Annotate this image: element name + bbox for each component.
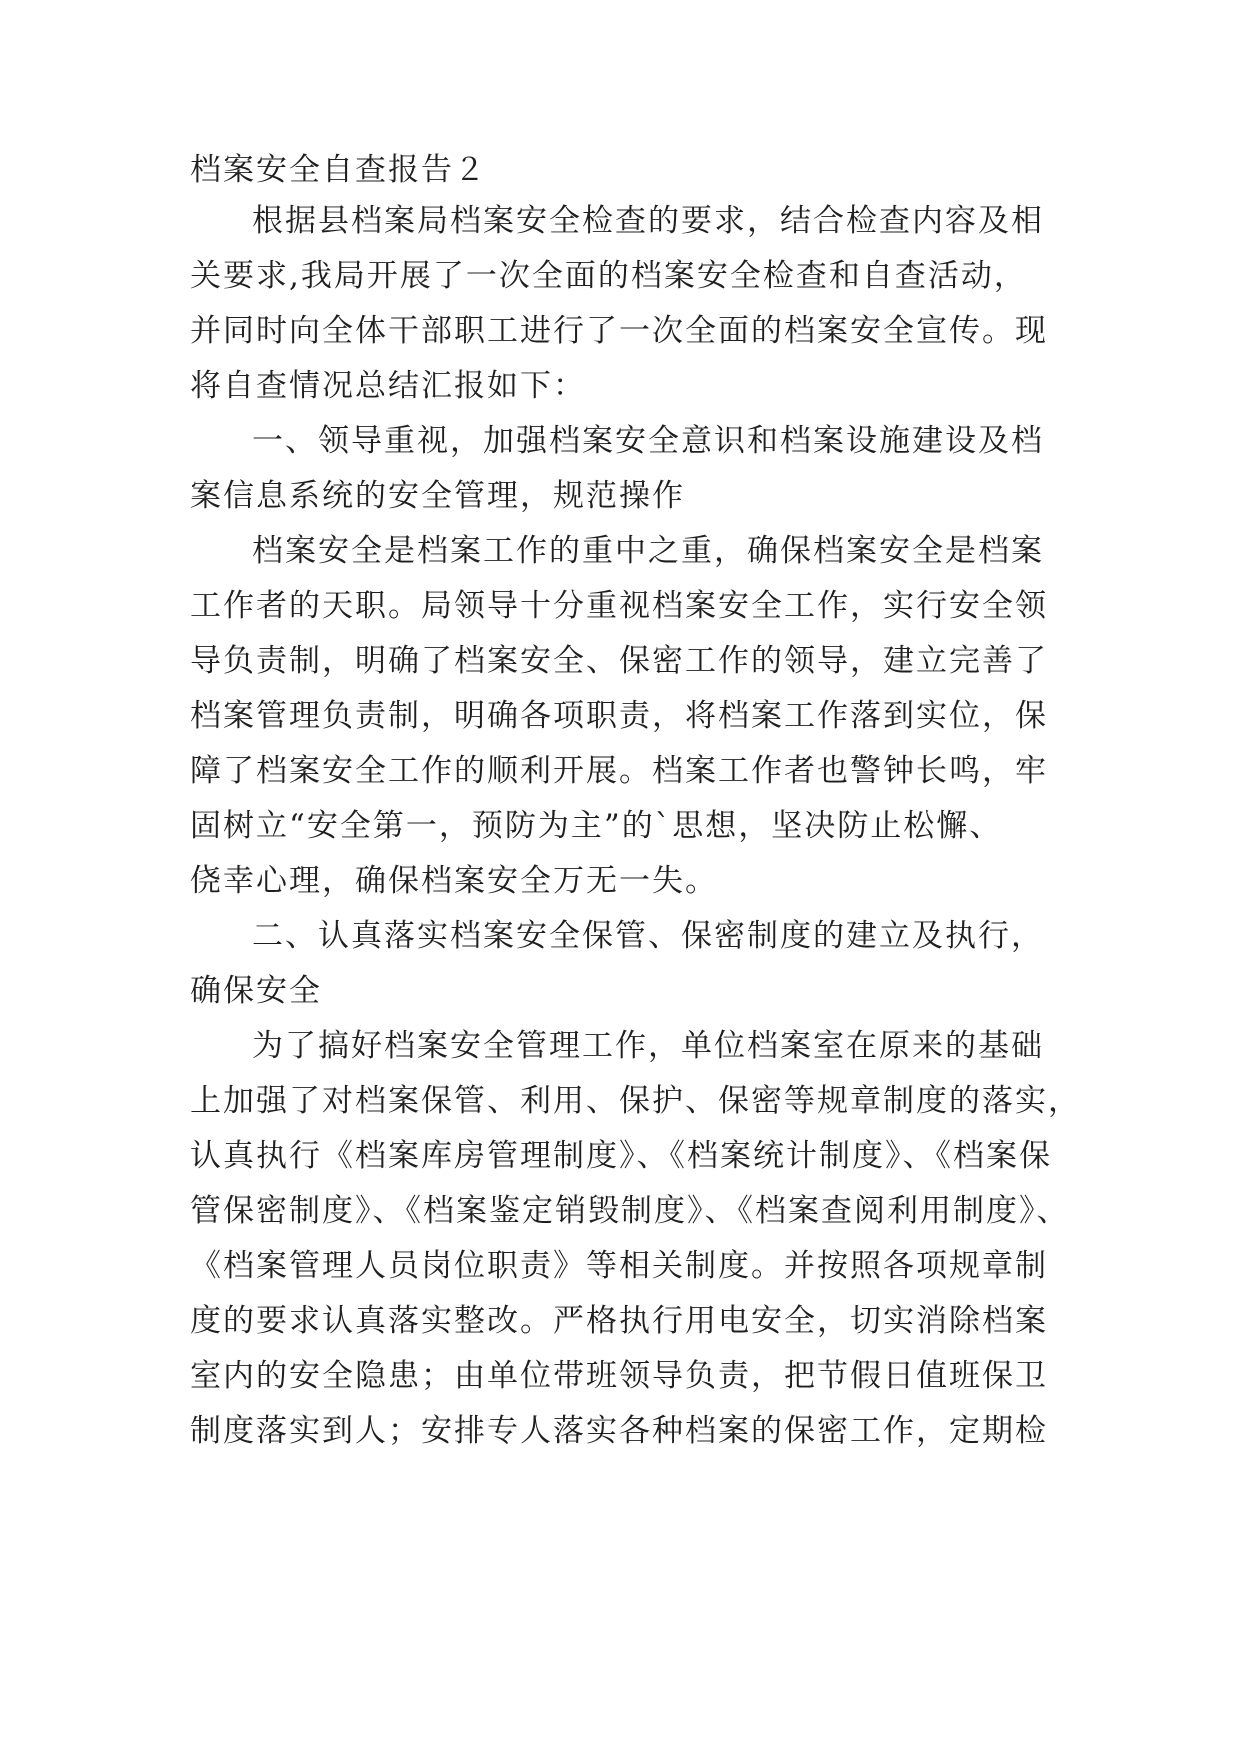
text-line: 并同时向全体干部职工进行了一次全面的档案安全宣传。现: [190, 313, 1048, 349]
text-line: 制度落实到人；安排专人落实各种档案的保密工作，定期检: [190, 1413, 1048, 1449]
text-line: 导负责制，明确了档案安全、保密工作的领导，建立完善了: [190, 643, 1048, 679]
text-line: 度的要求认真落实整改。严格执行用电安全，切实消除档案: [190, 1303, 1048, 1339]
text-line: 为了搞好档案安全管理工作，单位档案室在原来的基础: [252, 1028, 1044, 1064]
text-line: 《档案管理人员岗位职责》等相关制度。并按照各项规章制: [190, 1248, 1048, 1284]
text-line: 室内的安全隐患；由单位带班领导负责，把节假日值班保卫: [190, 1358, 1048, 1394]
text-line: 工作者的天职。局领导十分重视档案安全工作，实行安全领: [190, 588, 1048, 624]
text-line: 固树立“安全第一，预防为主”的`思想，坚决防止松懈、: [190, 808, 1003, 844]
text-line: 档案安全是档案工作的重中之重，确保档案安全是档案: [252, 533, 1044, 569]
text-line: 上加强了对档案保管、利用、保护、保密等规章制度的落实，: [190, 1083, 1081, 1119]
text-line: 障了档案安全工作的顺利开展。档案工作者也警钟长鸣，牢: [190, 753, 1048, 789]
section-heading: 一、领导重视，加强档案安全意识和档案设施建设及档: [252, 423, 1044, 459]
text-line: 档案管理负责制，明确各项职责，将档案工作落到实位，保: [190, 698, 1048, 734]
section-heading: 确保安全: [190, 973, 322, 1009]
text-line: 关要求,我局开展了一次全面的档案安全检查和自查活动，: [190, 258, 1027, 294]
document-title: 档案安全自查报告２: [190, 152, 487, 188]
section-heading: 二、认真落实档案安全保管、保密制度的建立及执行，: [252, 918, 1044, 954]
section-heading: 案信息系统的安全管理，规范操作: [190, 478, 685, 514]
text-line: 将自查情况总结汇报如下：: [190, 368, 586, 404]
text-line: 认真执行《档案库房管理制度》、《档案统计制度》、《档案保: [190, 1138, 1052, 1174]
text-line: 管保密制度》、《档案鉴定销毁制度》、《档案查阅利用制度》、: [190, 1193, 1070, 1229]
text-line: 侥幸心理，确保档案安全万无一失。: [190, 863, 718, 899]
text-line: 根据县档案局档案安全检查的要求，结合检查内容及相: [252, 203, 1044, 239]
